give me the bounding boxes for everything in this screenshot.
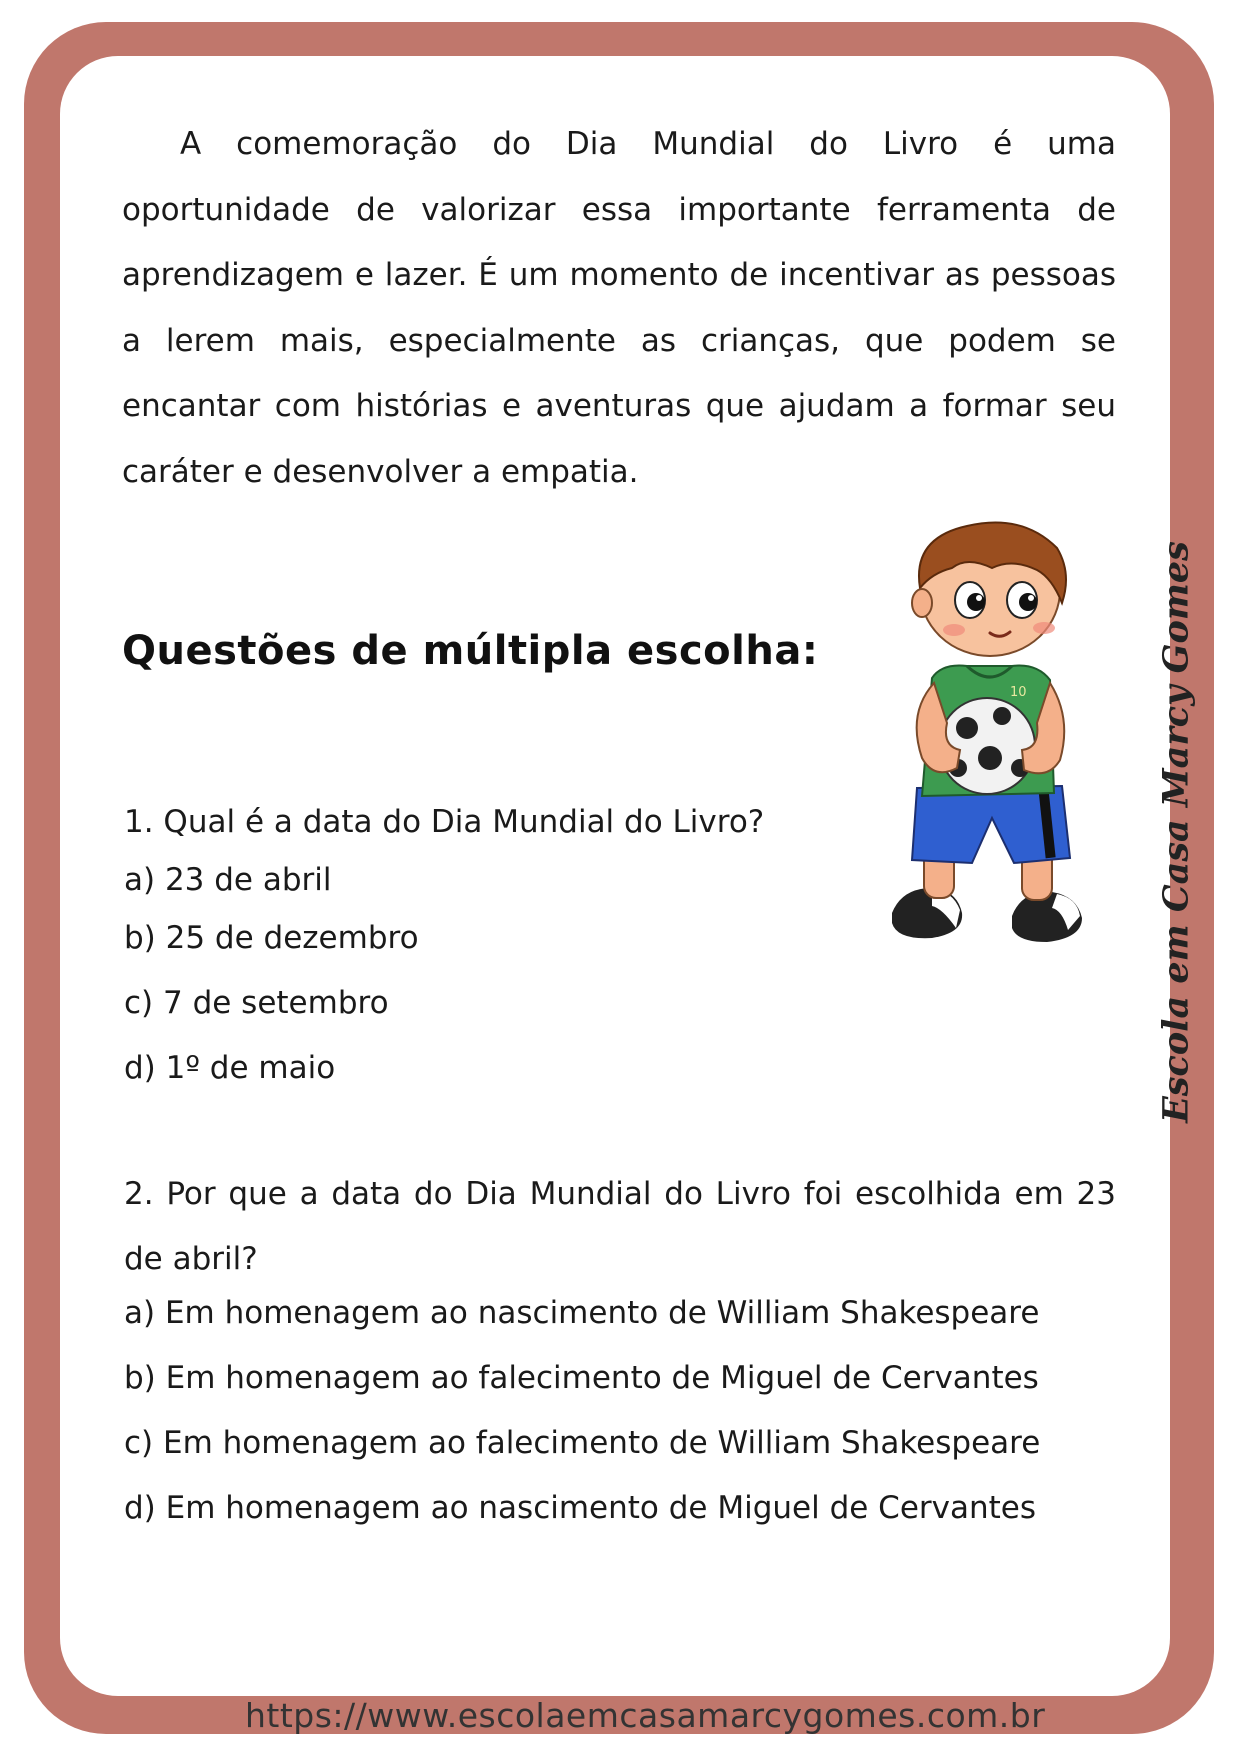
jersey-number: 10 bbox=[1010, 685, 1027, 700]
question-2-option-c: c) Em homenagem ao falecimento de William Shakespeare bbox=[124, 1425, 1041, 1461]
side-label: Escola em Casa Marcy Gomes bbox=[1155, 541, 1197, 1123]
section-title: Questões de múltipla escolha: bbox=[122, 628, 819, 674]
boy-with-soccer-ball-icon bbox=[872, 518, 1108, 968]
question-2-option-d: d) Em homenagem ao nascimento de Miguel de Cervantes bbox=[124, 1490, 1037, 1526]
question-1-option-a: a) 23 de abril bbox=[124, 862, 332, 898]
shoe-right bbox=[1012, 892, 1082, 942]
question-1: 1. Qual é a data do Dia Mundial do Livro? bbox=[124, 804, 765, 840]
intro-paragraph: A comemoração do Dia Mundial do Livro é uma oportunidade de valorizar essa importante ferramenta de aprendizagem e lazer. É um momento de incentivar as pessoas a lerem mais, especialmente as crianças, que podem se encantar com histórias e aventuras que ajudam a formar seu caráter e desenvolver a empatia. bbox=[122, 126, 1116, 490]
soccer-ball bbox=[939, 698, 1035, 794]
question-2-option-b: b) Em homenagem ao falecimento de Miguel de Cervantes bbox=[124, 1360, 1039, 1396]
question-1-option-b: b) 25 de dezembro bbox=[124, 920, 419, 956]
question-1-option-d: d) 1º de maio bbox=[124, 1050, 336, 1086]
head bbox=[912, 522, 1066, 656]
question-2: 2. Por que a data do Dia Mundial do Livro foi escolhida em 23 de abril? bbox=[124, 1176, 1116, 1277]
question-2-option-a: a) Em homenagem ao nascimento de William Shakespeare bbox=[124, 1295, 1040, 1331]
question-1-option-c: c) 7 de setembro bbox=[124, 985, 389, 1021]
footer-url[interactable]: https://www.escolaemcasamarcygomes.com.br bbox=[245, 1696, 1046, 1735]
shoe-left bbox=[892, 888, 962, 938]
